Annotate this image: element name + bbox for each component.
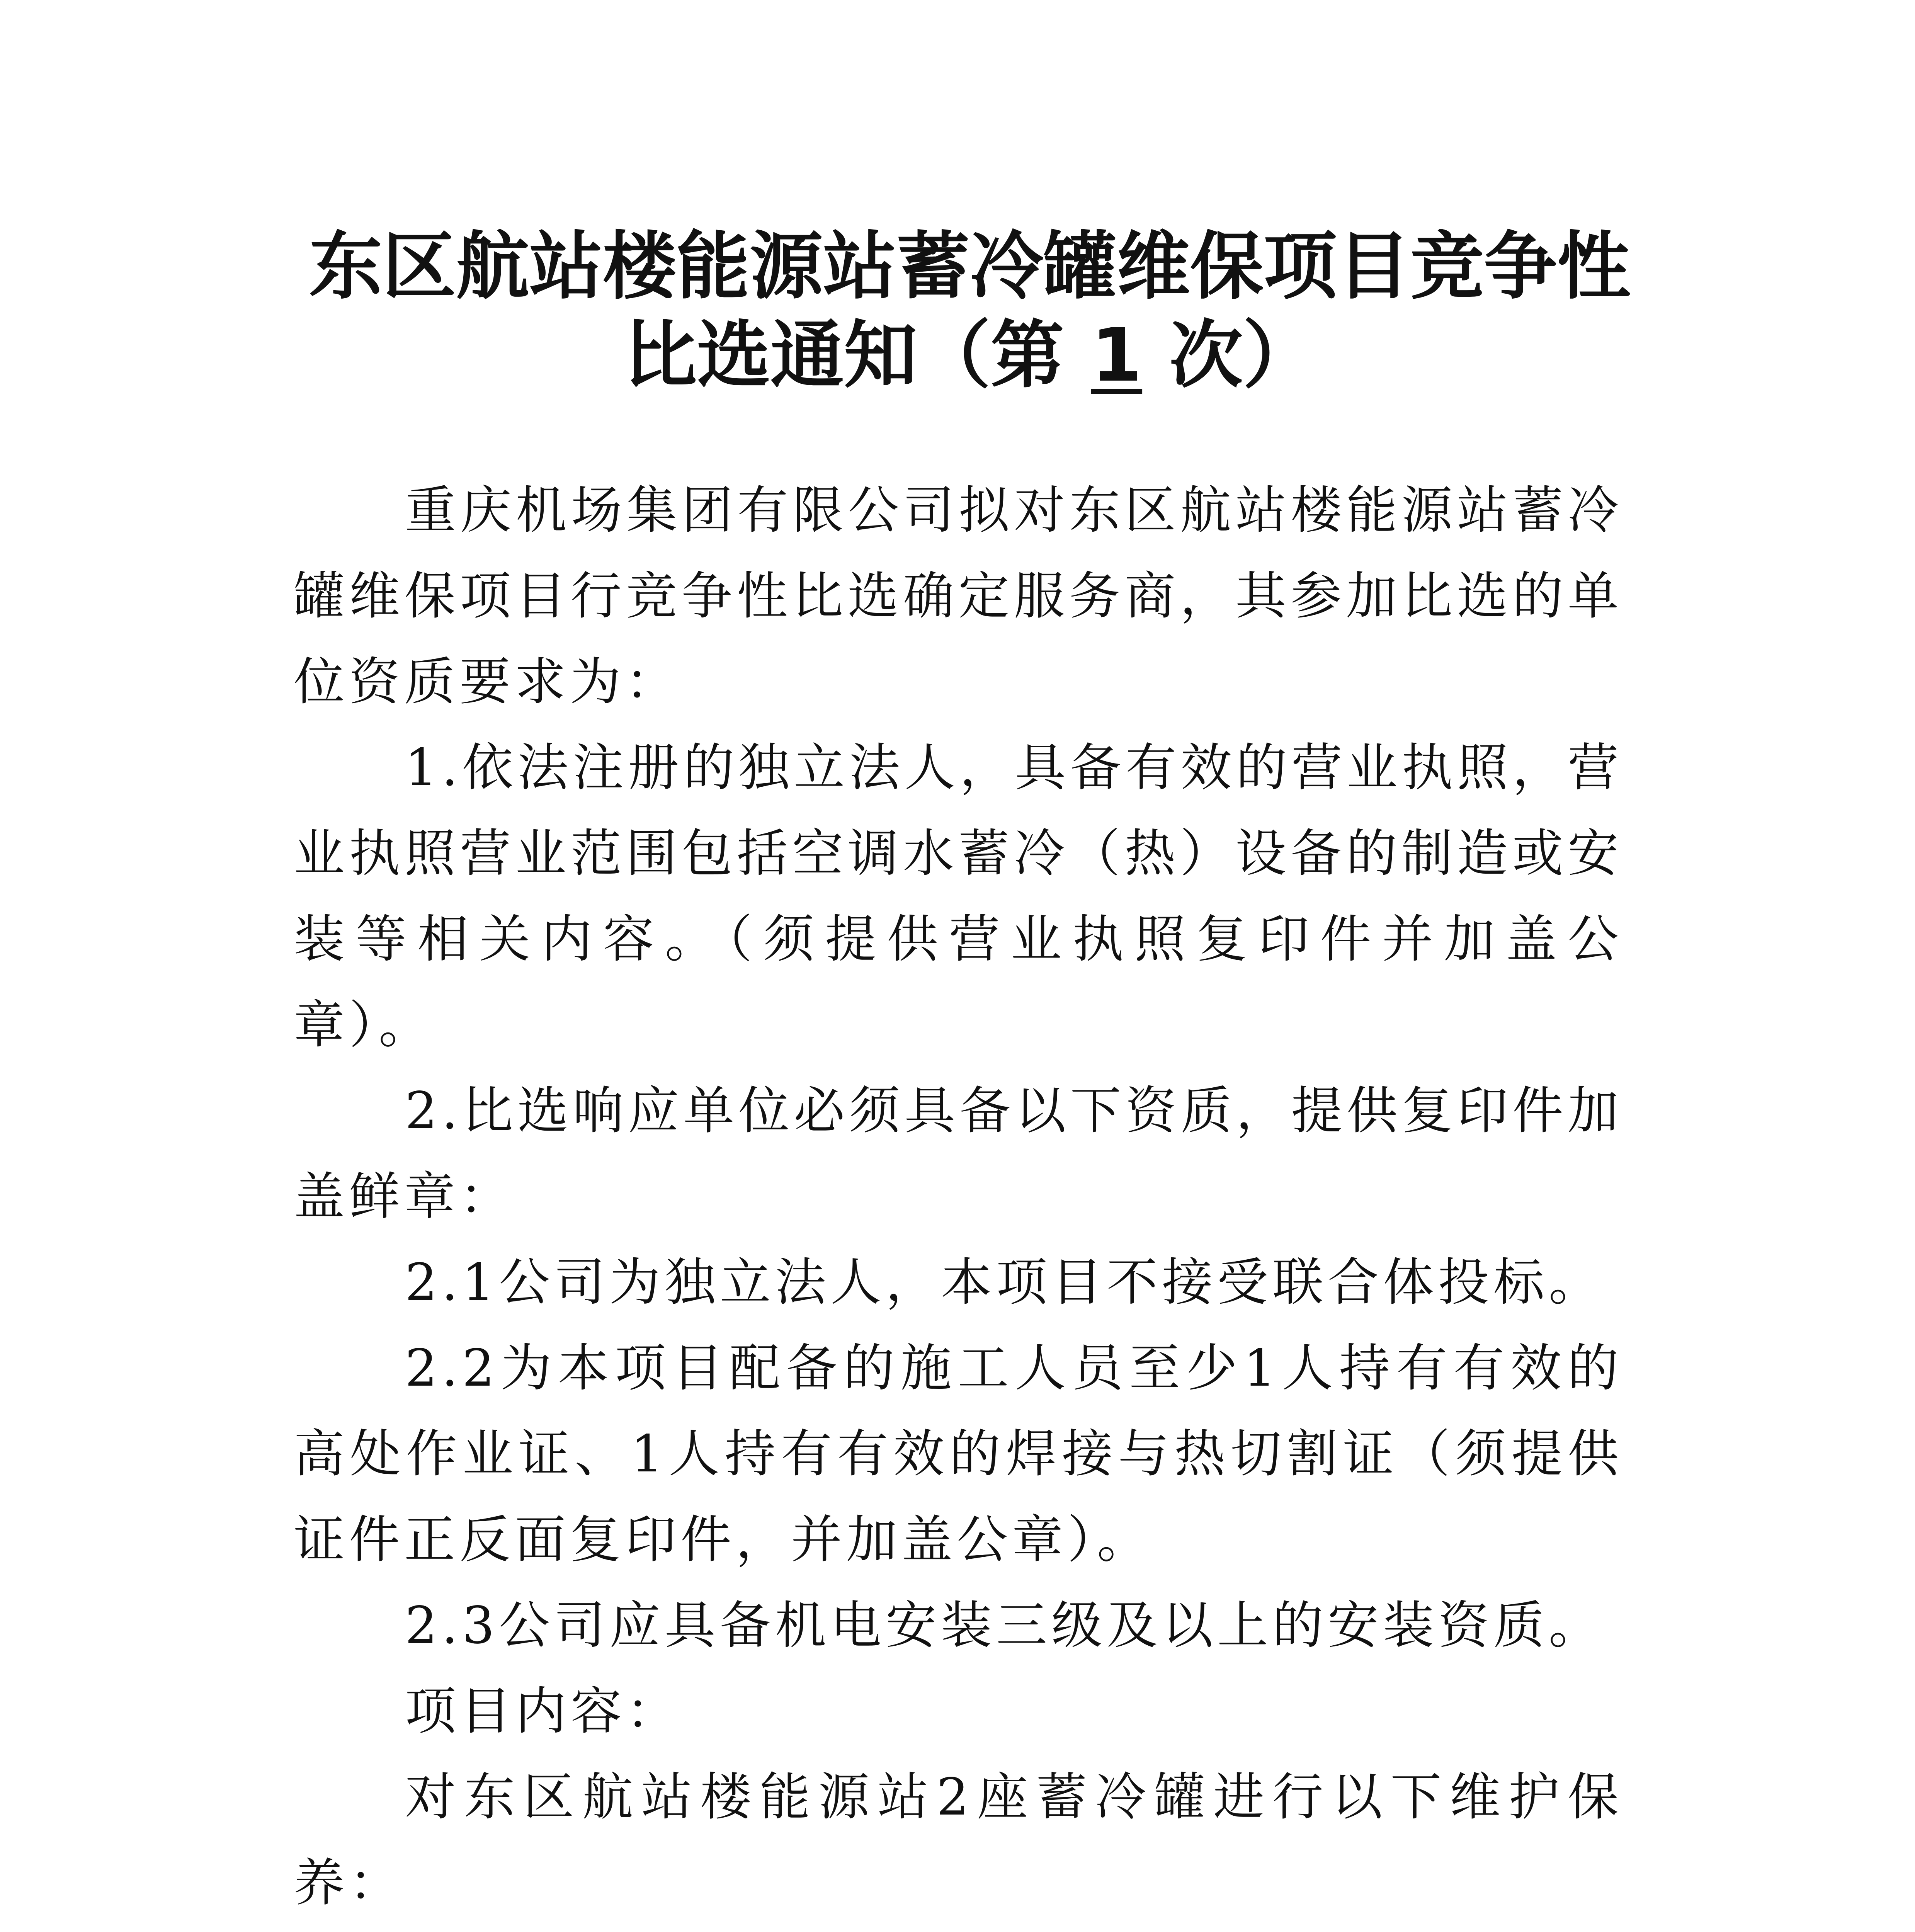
paragraph-intro: 重庆机场集团有限公司拟对东区航站楼能源站蓄冷罐维保项目行竞争性比选确定服务商，其参加比选的单位资质要求为： [294,481,1623,712]
paragraph-item-1-1 [294,1926,1623,1932]
title-prefix: 比选通知（第 [623,313,1064,398]
paragraph-req-2-3: 2.3公司应具备机电安装三级及以上的安装资质。 [405,1596,1604,1655]
paragraph-req-2-2: 2.2为本项目配备的施工人员至少1人持有有效的高处作业证、1人持有有效的焊接与热切割证（须提供证件正反面复印件，并加盖公章）。 [294,1338,1623,1570]
document-body [294,468,1623,1932]
paragraph-req-2-1: 2.1公司为独立法人，本项目不接受联合体投标。 [405,1253,1604,1312]
document-title-line-2 [294,313,1646,398]
paragraph-project-intro: 对东区航站楼能源站2座蓄冷罐进行以下维护保养： [294,1767,1623,1913]
document-title-line-1: 东区航站楼能源站蓄冷罐维保项目竞争性 [309,224,1631,309]
title-suffix: 次） [1169,313,1316,398]
title-round-number: 1 [1091,313,1143,398]
paragraph-project-heading: 项目内容： [405,1682,681,1741]
paragraph-req-2: 2.比选响应单位必须具备以下资质，提供复印件加盖鲜章： [294,1081,1623,1226]
paragraph-req-1: 1.依法注册的独立法人，具备有效的营业执照，营业执照营业范围包括空调水蓄冷（热）设备的制造或安装等相关内容。（须提供营业执照复印件并加盖公章）。 [294,738,1623,1055]
